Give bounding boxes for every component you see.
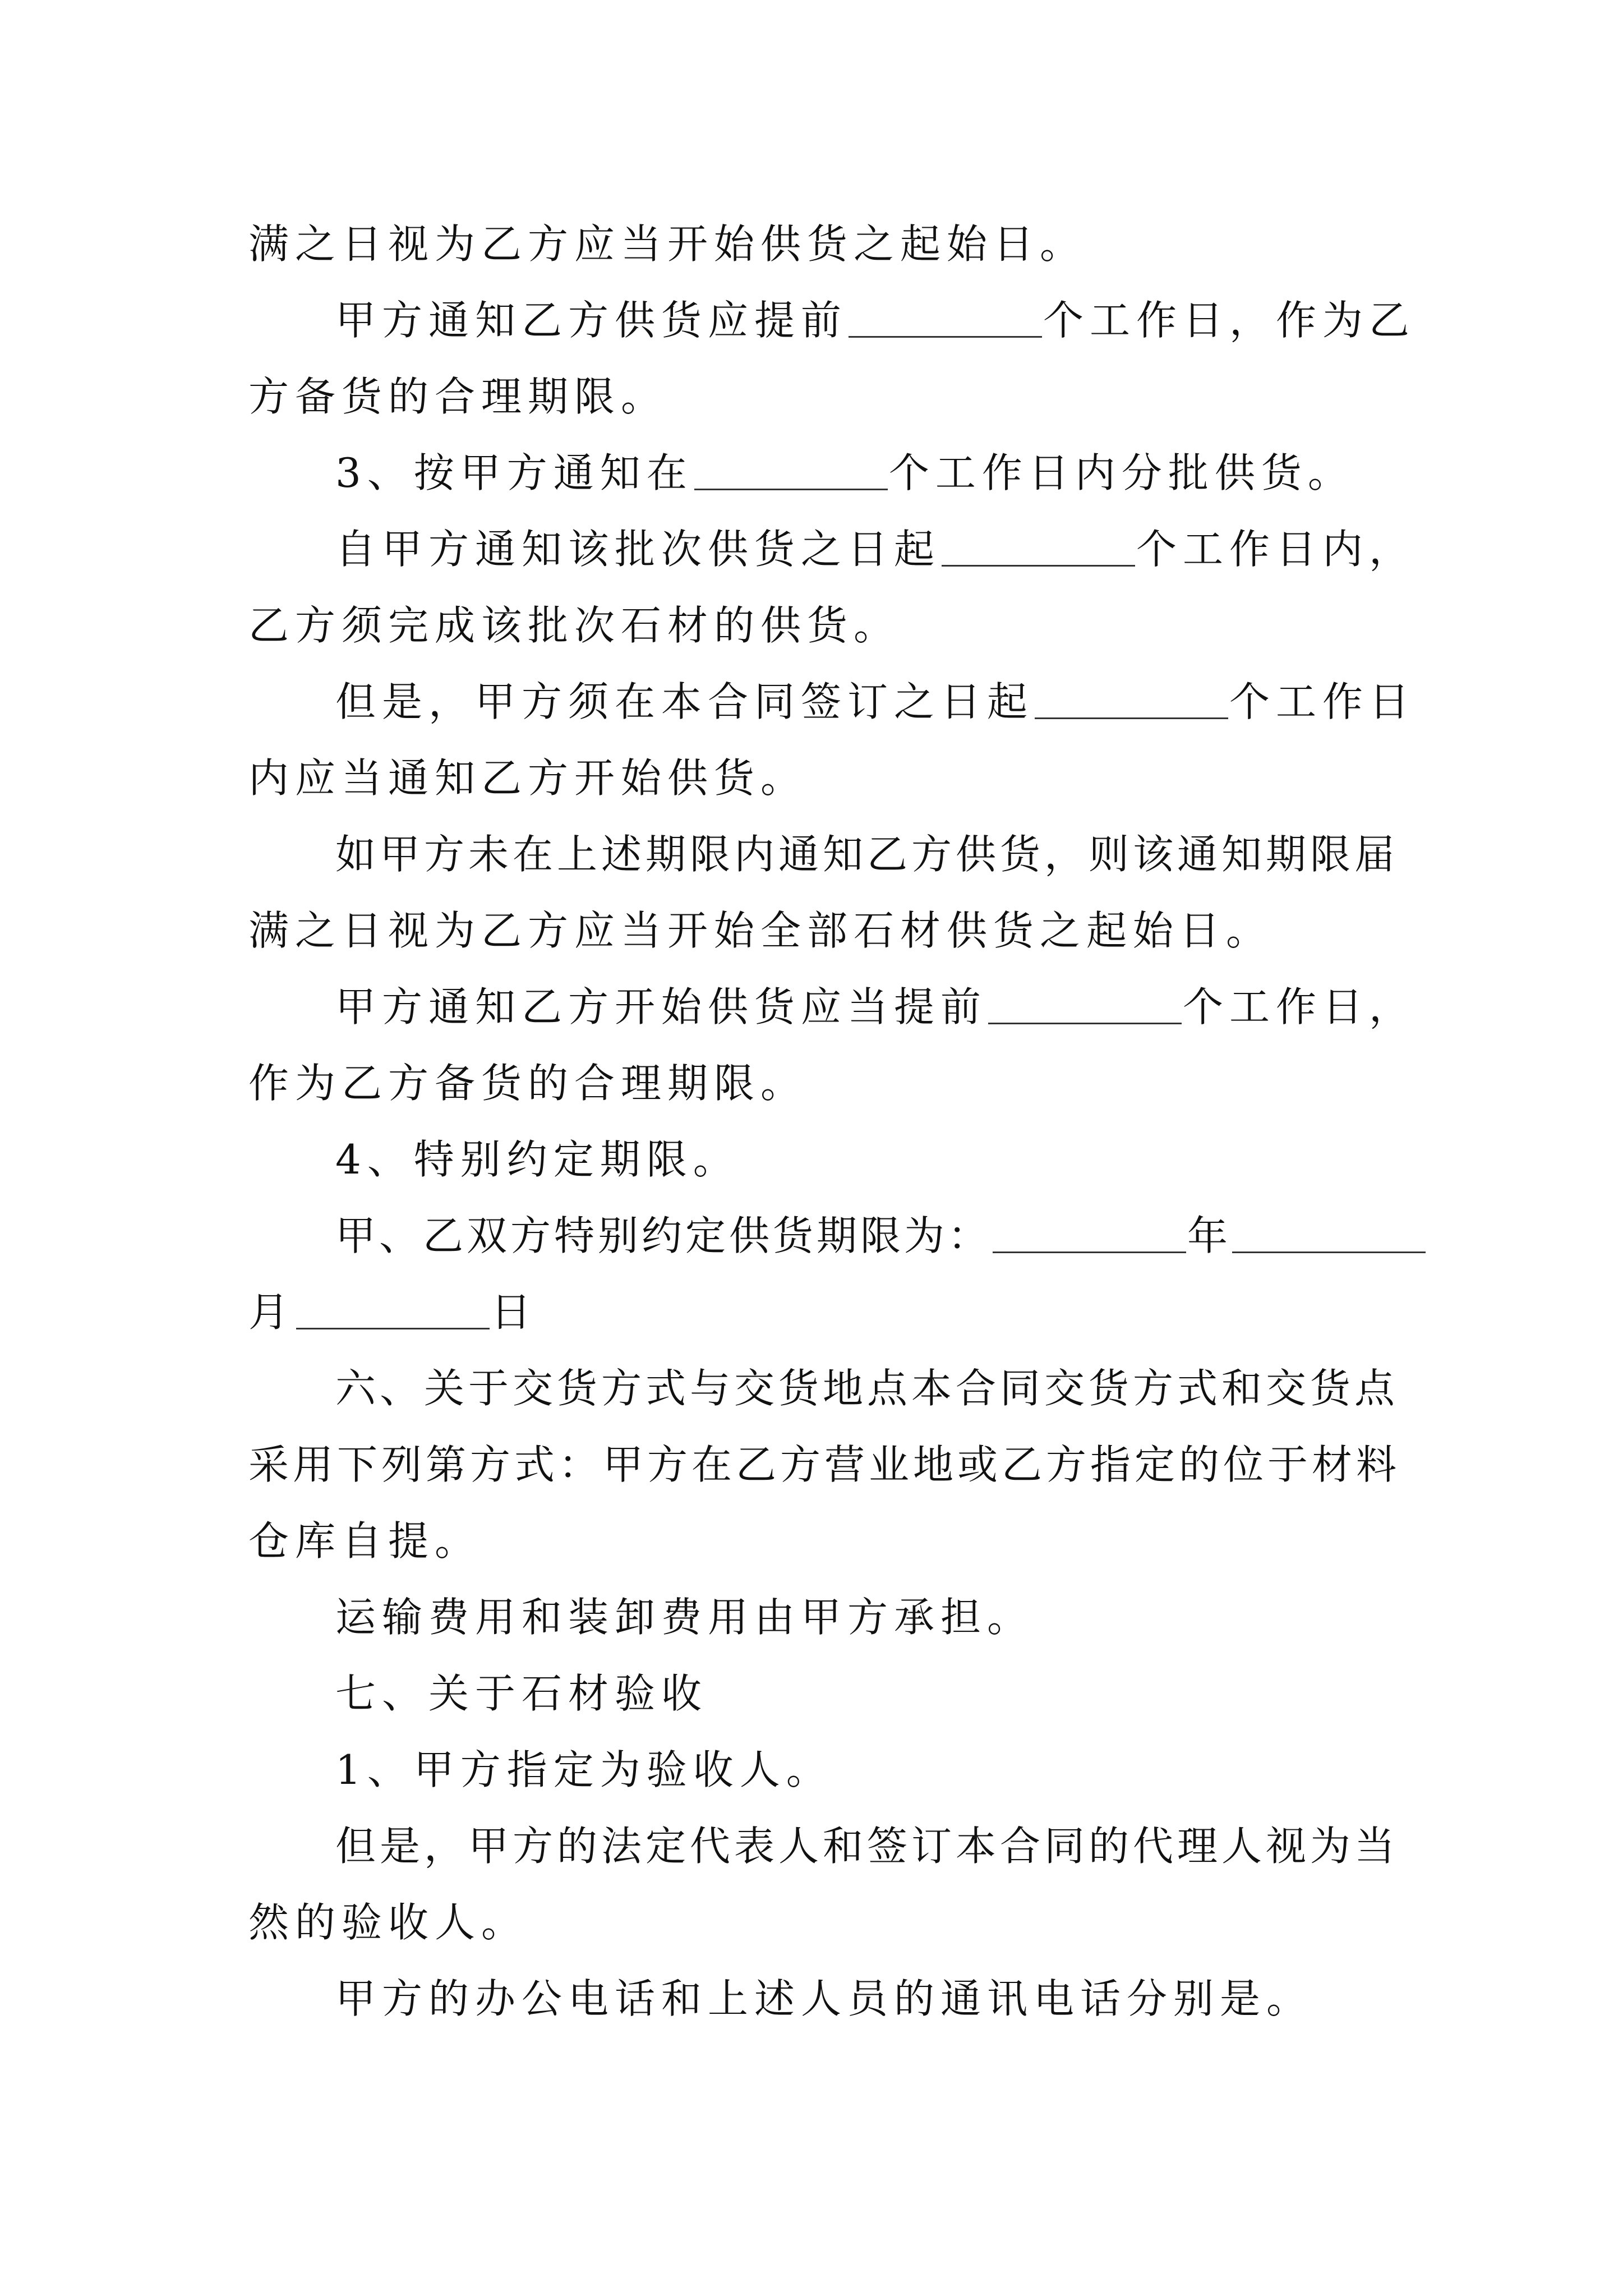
text-line: 自甲方通知该批次供货之日起 个工作日内，: [335, 526, 1416, 573]
text-line: 六、关于交货方式与交货地点本合同交货方式和交货点: [335, 1365, 1399, 1412]
text-line: 1、甲方指定为验收人。: [335, 1746, 833, 1793]
text-line: 仓库自提。: [248, 1517, 482, 1565]
text-line: 满之日视为乙方应当开始供货之起始日。: [248, 220, 1087, 268]
text-line: 满之日视为乙方应当开始全部石材供货之起始日。: [248, 907, 1273, 954]
text-line: 甲方通知乙方开始供货应当提前 个工作日，: [335, 983, 1416, 1030]
text-line: 4、特别约定期限。: [335, 1136, 740, 1183]
fill-blank: [1035, 677, 1228, 719]
fill-blank: [694, 448, 888, 490]
text-line: 如甲方未在上述期限内通知乙方供货，则该通知期限届: [335, 831, 1399, 878]
text-line: 3、按甲方通知在 个工作日内分批供货。: [335, 449, 1354, 496]
fill-blank: [988, 982, 1182, 1024]
fill-blank: [993, 1211, 1186, 1253]
text-line: 月 日: [248, 1289, 538, 1336]
text-line: 方备货的合理期限。: [248, 373, 668, 420]
fill-blank: [296, 1287, 490, 1329]
text-line: 然的验收人。: [248, 1899, 528, 1946]
text-line: 内应当通知乙方开始供货。: [248, 754, 808, 802]
text-line: 运输费用和装卸费用由甲方承担。: [335, 1594, 1034, 1641]
text-line: 甲方的办公电话和上述人员的通讯电话分别是。: [335, 1975, 1313, 2022]
fill-blank: [942, 524, 1135, 567]
text-line: 甲、乙双方特别约定供货期限为： 年: [248, 1197, 1393, 1275]
text-line: 采用下列第方式：甲方在乙方营业地或乙方指定的位于材料: [248, 1441, 1401, 1488]
text-line: 但是，甲方的法定代表人和签订本合同的代理人视为当: [335, 1823, 1399, 1870]
text-line: 但是，甲方须在本合同签订之日起 个工作日: [335, 678, 1416, 725]
fill-blank: [1232, 1211, 1426, 1253]
text-line: 作为乙方备货的合理期限。: [248, 1060, 808, 1107]
text-line: 甲方通知乙方供货应提前 个工作日，作为乙: [335, 297, 1416, 344]
text-line: 乙方须完成该批次石材的供货。: [248, 602, 901, 649]
fill-blank: [849, 296, 1042, 338]
section-heading: 七、关于石材验收: [335, 1670, 708, 1717]
